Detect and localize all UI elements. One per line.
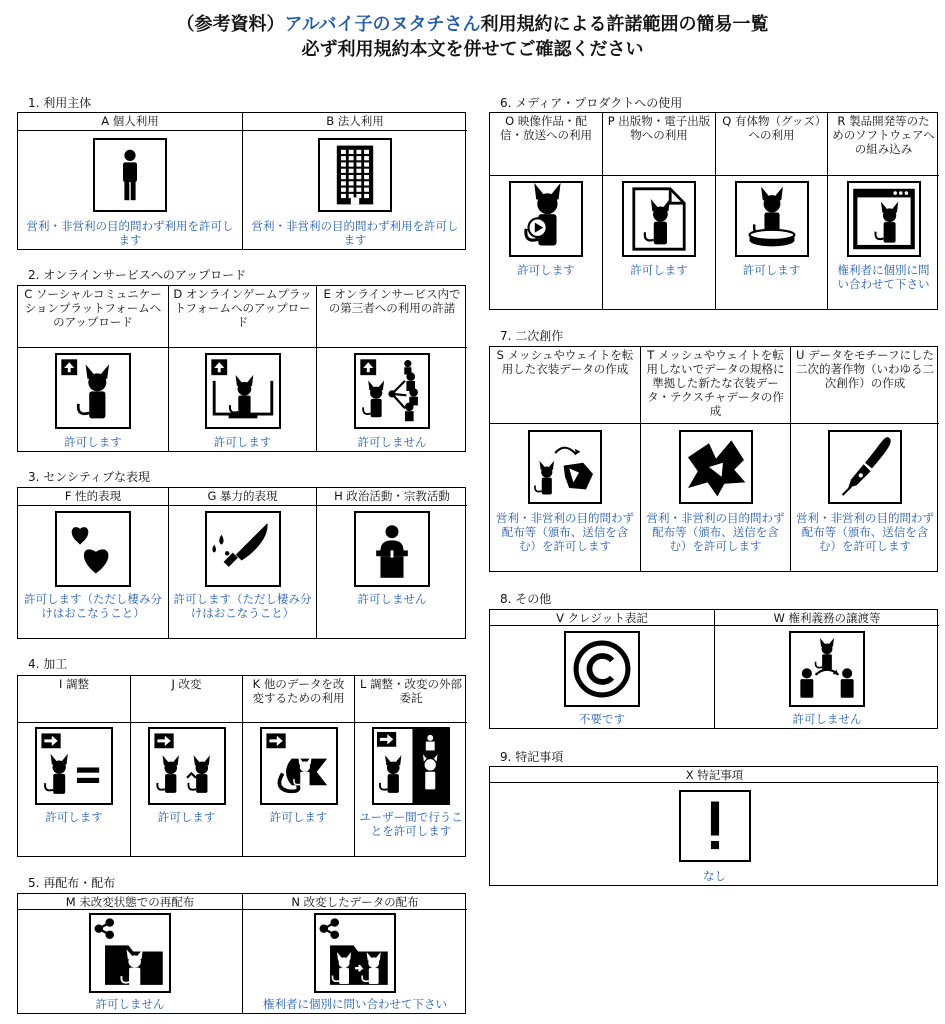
item-result: 営利・非営利の目的問わず配布等（頒布、送信を含む）を許可します [796, 511, 934, 553]
item-cell [490, 347, 640, 571]
item-heading: D オンラインゲームプラットフォームへのアップロード [169, 286, 316, 348]
upload-avatar-icon [55, 353, 131, 429]
item-heading: W 権利義務の譲渡等 [715, 610, 939, 626]
section-1-table [17, 112, 466, 250]
item-cell [490, 610, 714, 728]
item-heading: E オンラインサービス内での第三者への利用の許諾 [317, 286, 467, 348]
item-result: 許可します [630, 263, 688, 277]
item-result: 権利者に個別に問い合わせて下さい [263, 997, 447, 1011]
outsource-icon [372, 727, 450, 805]
item-cell [18, 676, 130, 856]
item-heading: H 政治活動・宗教活動 [317, 488, 467, 506]
title-suffix: 利用規約による許諾範囲の簡易一覧 [480, 14, 769, 35]
item-result: 許可します [269, 810, 328, 824]
use-for-other-data-icon [260, 727, 338, 805]
section-5-table [17, 893, 466, 1014]
exclamation-icon [679, 790, 751, 862]
item-result: 許可しません [357, 435, 427, 449]
title-prefix: （参考資料） [176, 14, 285, 35]
item-cell [790, 347, 939, 571]
item-heading: A 個人利用 [18, 113, 242, 131]
pen-icon [828, 430, 902, 504]
item-heading: Q 有体物（グッズ）への利用 [716, 113, 827, 176]
software-window-icon [847, 181, 921, 257]
item-result: 許可します [64, 435, 122, 449]
item-cell [715, 113, 827, 309]
section-3-label: 3. センシティブな表現 [28, 470, 151, 484]
section-4-label: 4. 加工 [28, 657, 68, 671]
section-7-label: 7. 二次創作 [500, 329, 564, 343]
item-result: 許可します [742, 263, 801, 277]
section-4-table [17, 675, 466, 857]
modify-icon [148, 727, 226, 805]
publication-icon [622, 181, 696, 257]
share-to-others-icon [354, 353, 430, 429]
page-title [0, 14, 945, 36]
item-heading: M 未改変状態での再配布 [18, 894, 242, 910]
item-result: 許可します [517, 263, 575, 277]
item-cell [316, 286, 467, 451]
upload-screen-avatar-icon [205, 353, 281, 429]
section-6-table [489, 112, 938, 310]
item-result: 営利・非営利の目的問わず利用を許可します [26, 219, 234, 247]
building-icon [318, 138, 392, 212]
person-icon [93, 138, 167, 212]
copyright-icon [564, 631, 640, 707]
item-result: 許可しません [792, 712, 862, 726]
item-cell [168, 488, 316, 638]
item-result: 許可しません [95, 997, 165, 1011]
section-6-label: 6. メディア・プロダクトへの使用 [500, 96, 683, 110]
item-heading: G 暴力的表現 [169, 488, 316, 506]
item-cell [490, 767, 939, 885]
item-cell [130, 676, 242, 856]
section-1-label: 1. 利用主体 [28, 96, 92, 110]
item-heading: I 調整 [18, 676, 130, 723]
section-7-table [489, 346, 938, 572]
item-cell [602, 113, 715, 309]
section-8-label: 8. その他 [500, 592, 552, 606]
item-heading: S メッシュやウェイトを転用した衣装データの作成 [490, 347, 640, 424]
adjust-icon [35, 727, 113, 805]
item-cell [18, 113, 242, 249]
item-result: 許可します（ただし棲み分けはおこなうこと） [173, 592, 312, 620]
item-cell [827, 113, 939, 309]
item-result: 許可しません [357, 592, 427, 606]
item-result: 権利者に個別に問い合わせて下さい [837, 263, 930, 291]
item-result: 営利・非営利の目的問わず配布等（頒布、送信を含む）を許可します [646, 511, 785, 553]
section-9-label: 9. 特記事項 [500, 750, 564, 764]
knife-icon [205, 511, 281, 587]
item-cell [354, 676, 467, 856]
section-2-label: 2. オンラインサービスへのアップロード [28, 268, 247, 282]
hearts-icon [55, 511, 131, 587]
item-heading: B 法人利用 [243, 113, 467, 131]
item-heading: X 特記事項 [490, 767, 939, 783]
item-cell [18, 894, 242, 1013]
item-heading: U データをモチーフにした二次的著作物（いわゆる二次創作）の作成 [791, 347, 939, 424]
mesh-transfer-icon [528, 430, 602, 504]
item-cell [168, 286, 316, 451]
section-9-table [489, 766, 938, 886]
item-heading: V クレジット表記 [490, 610, 714, 626]
section-2-table [17, 285, 466, 452]
item-heading: O 映像作品・配信・放送への利用 [490, 113, 602, 176]
redistribute-icon [89, 913, 171, 993]
item-result: 許可します [157, 810, 216, 824]
item-heading: N 改変したデータの配布 [243, 894, 467, 910]
item-heading: P 出版物・電子出版物への利用 [603, 113, 715, 176]
new-costume-icon [679, 430, 753, 504]
item-heading: L 調整・改変の外部委託 [355, 676, 467, 723]
distribute-modified-icon [314, 913, 396, 993]
item-result: 許可します [213, 435, 272, 449]
item-cell [714, 610, 939, 728]
item-heading: C ソーシャルコミュニケーションプラットフォームへのアップロード [18, 286, 168, 348]
item-cell [242, 894, 467, 1013]
video-icon [509, 181, 583, 257]
page-subtitle: 必ず利用規約本文を併せてご確認ください [301, 39, 644, 60]
section-3-table [17, 487, 466, 639]
item-cell [18, 488, 168, 638]
section-5-label: 5. 再配布・配布 [28, 876, 116, 890]
item-cell [316, 488, 467, 638]
item-result: 許可します（ただし棲み分けはおこなうこと） [24, 592, 162, 620]
item-result: なし [703, 869, 726, 883]
title-accent: アルバイ子のヌタチさん [284, 14, 481, 35]
item-heading: T メッシュやウェイトを転用しないでデータの規格に準拠した新たな衣装データ・テクスチャデータの作成 [641, 347, 790, 424]
item-heading: F 性的表現 [18, 488, 168, 506]
item-result: 不要です [579, 712, 625, 726]
transfer-icon [789, 631, 865, 707]
item-result: 許可します [45, 810, 103, 824]
item-result: ユーザー間で行うことを許可します [359, 810, 463, 838]
item-result: 営利・非営利の目的問わず配布等（頒布、送信を含む）を許可します [496, 511, 634, 553]
item-heading: R 製品開発等のためのソフトウェアへの組み込み [828, 113, 939, 176]
podium-icon [354, 511, 430, 587]
item-result: 営利・非営利の目的問わず利用を許可します [251, 219, 459, 247]
item-cell [490, 113, 602, 309]
item-heading: K 他のデータを改変するための利用 [243, 676, 354, 723]
figure-icon [735, 181, 809, 257]
item-cell [640, 347, 790, 571]
section-8-table [489, 609, 938, 729]
item-heading: J 改変 [131, 676, 242, 723]
item-cell [18, 286, 168, 451]
item-cell [242, 113, 467, 249]
item-cell [242, 676, 354, 856]
